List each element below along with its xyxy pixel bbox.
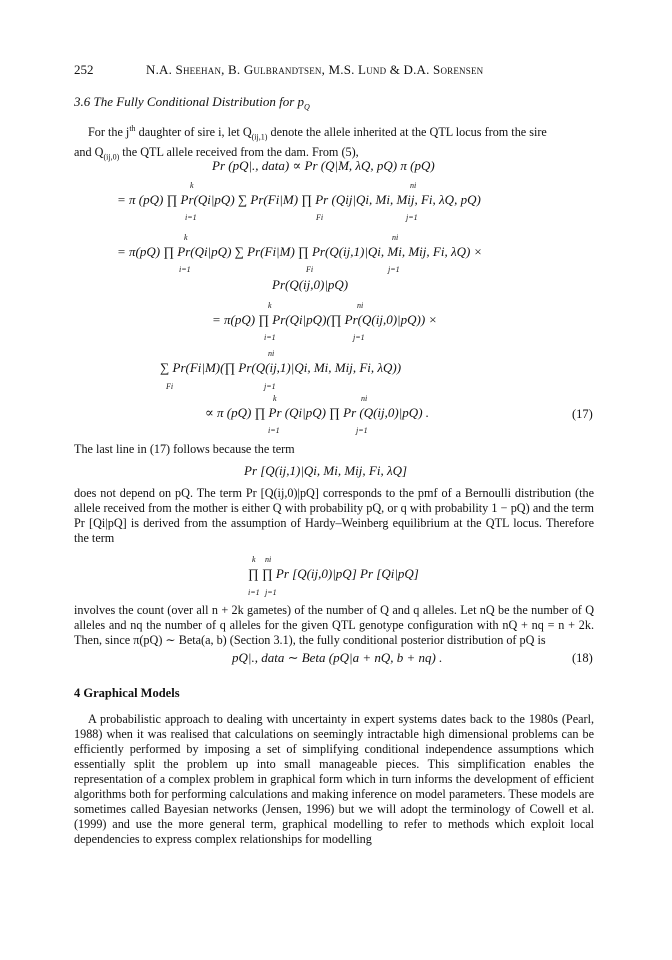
equation-number-17: (17) bbox=[572, 407, 593, 421]
section-4-title: 4 Graphical Models bbox=[74, 686, 180, 700]
equation-line-b: = π (pQ) ∏ Pr(Qi|pQ) ∑ Pr(Fi|M) ∏ Pr (Qij|Qi, Mi, Mij, Fi, λQ, pQ) bbox=[117, 192, 481, 207]
limit-lower: j=1 bbox=[264, 382, 276, 391]
limit-upper: ni bbox=[357, 301, 364, 310]
section-title: 3.6 The Fully Conditional Distribution for $p_Q$ bbox=[74, 94, 310, 112]
equation-18: pQ|., data ∼ Beta (pQ|a + nQ, b + nq) . bbox=[232, 650, 443, 665]
equation-line-e: = π(pQ) ∏ Pr(Qi|pQ)(∏ Pr(Q(ij,0)|pQ)) × bbox=[212, 312, 438, 327]
equation-line-c: = π(pQ) ∏ Pr(Qi|pQ) ∑ Pr(Fi|M) ∏ Pr(Q(ij,1)|Qi, Mi, Mij, Fi, λQ) × bbox=[117, 244, 483, 259]
equation-line-a: Pr (pQ|., data) ∝ Pr (Q|M, λQ, pQ) π (pQ) bbox=[212, 158, 435, 173]
limit-lower: i=1 bbox=[179, 265, 191, 274]
limit-lower: i=1 bbox=[268, 426, 280, 435]
equation-line-g: ∝ π (pQ) ∏ Pr (Qi|pQ) ∏ Pr (Q(ij,0)|pQ) . bbox=[205, 405, 430, 420]
limit-upper: ni bbox=[410, 181, 417, 190]
limit-lower: j=1 bbox=[388, 265, 400, 274]
limit-lower: j=1 bbox=[265, 588, 277, 597]
limit-lower: j=1 bbox=[353, 333, 365, 342]
limit-lower: j=1 bbox=[406, 213, 418, 222]
limit-upper: ni bbox=[268, 349, 275, 358]
equation-line-f: ∑ Pr(Fi|M)(∏ Pr(Q(ij,1)|Qi, Mi, Mij, Fi, λQ)) bbox=[160, 360, 402, 375]
running-authors: N.A. Sheehan, B. Gulbrandtsen, M.S. Lund & D.A. Sorensen bbox=[146, 62, 484, 77]
limit-upper: ni bbox=[361, 394, 368, 403]
equation-product: ∏ ∏ Pr [Q(ij,0)|pQ] Pr [Qi|pQ] bbox=[248, 566, 419, 581]
section-4-paragraph: A probabilistic approach to dealing with uncertainty in expert systems dates back to the 1980s (Pearl, 1988) when it was realised that calculations on seemingly intractable high dimensional problems can be efficiently performed by imposing a set of simplifying conditional independence assumptions which essentially split the problem up into small manageable pieces. This simplification enables the representation of a complex problem in graphical form which in turn informs the development of efficient algorithms both for performing calculations and making inference on model parameters. These models are sometimes called Bayesian networks (Jensen, 1996) but we will adopt the terminology of Cowell et al. (1999) and use the more general term, graphical modelling to refer to methods which exploit local dependencies to express complex relationships for modelling bbox=[74, 712, 594, 846]
limit-lower: Fi bbox=[316, 213, 324, 222]
paragraph-involves: involves the count (over all n + 2k gametes) of the number of Q and q alleles. Let nQ be the number of Q alleles and nq the number of q alleles for the given QTL genotype configuration with nQ + nq = n + 2k. Then, since π(pQ) ∼ Beta(a, b) (Section 3.1), the fully conditional posterior distribution of pQ is bbox=[74, 603, 594, 647]
limit-upper: k bbox=[184, 233, 188, 242]
limit-lower: i=1 bbox=[185, 213, 197, 222]
limit-lower: i=1 bbox=[264, 333, 276, 342]
limit-upper: k bbox=[273, 394, 277, 403]
limit-lower: i=1 bbox=[248, 588, 260, 597]
intro-paragraph: For the $j^{th}$ daughter of sire i, let $Q_{(ij,1)}$ denote the allele inherited at the QTL locus from the sire and $Q_{(ij,0)}$ the QTL allele received from the dam. From (5), bbox=[74, 124, 547, 161]
page-number: 252 bbox=[74, 62, 94, 77]
text-last-line: The last line in (17) follows because the term bbox=[74, 442, 295, 456]
limit-upper: k bbox=[190, 181, 194, 190]
limit-lower: j=1 bbox=[356, 426, 368, 435]
limit-lower: Fi bbox=[306, 265, 314, 274]
paragraph-after-term: does not depend on pQ. The term Pr [Q(ij,0)|pQ] corresponds to the pmf of a Bernoulli distribution (the allele received from the mother is either Q with probability pQ, or q with probability 1 − pQ) and the term Pr [Qi|pQ] is derived from the assumption of Hardy–Weinberg equilibrium at the QTL locus. Therefore the term bbox=[74, 486, 594, 545]
limit-upper: k bbox=[252, 555, 256, 564]
equation-number-18: (18) bbox=[572, 651, 593, 665]
equation-term: Pr [Q(ij,1)|Qi, Mi, Mij, Fi, λQ] bbox=[244, 463, 408, 478]
limit-upper: ni bbox=[392, 233, 399, 242]
limit-upper: ni bbox=[265, 555, 272, 564]
limit-lower: Fi bbox=[166, 382, 174, 391]
limit-upper: k bbox=[268, 301, 272, 310]
equation-line-d: Pr(Q(ij,0)|pQ) bbox=[272, 277, 349, 292]
